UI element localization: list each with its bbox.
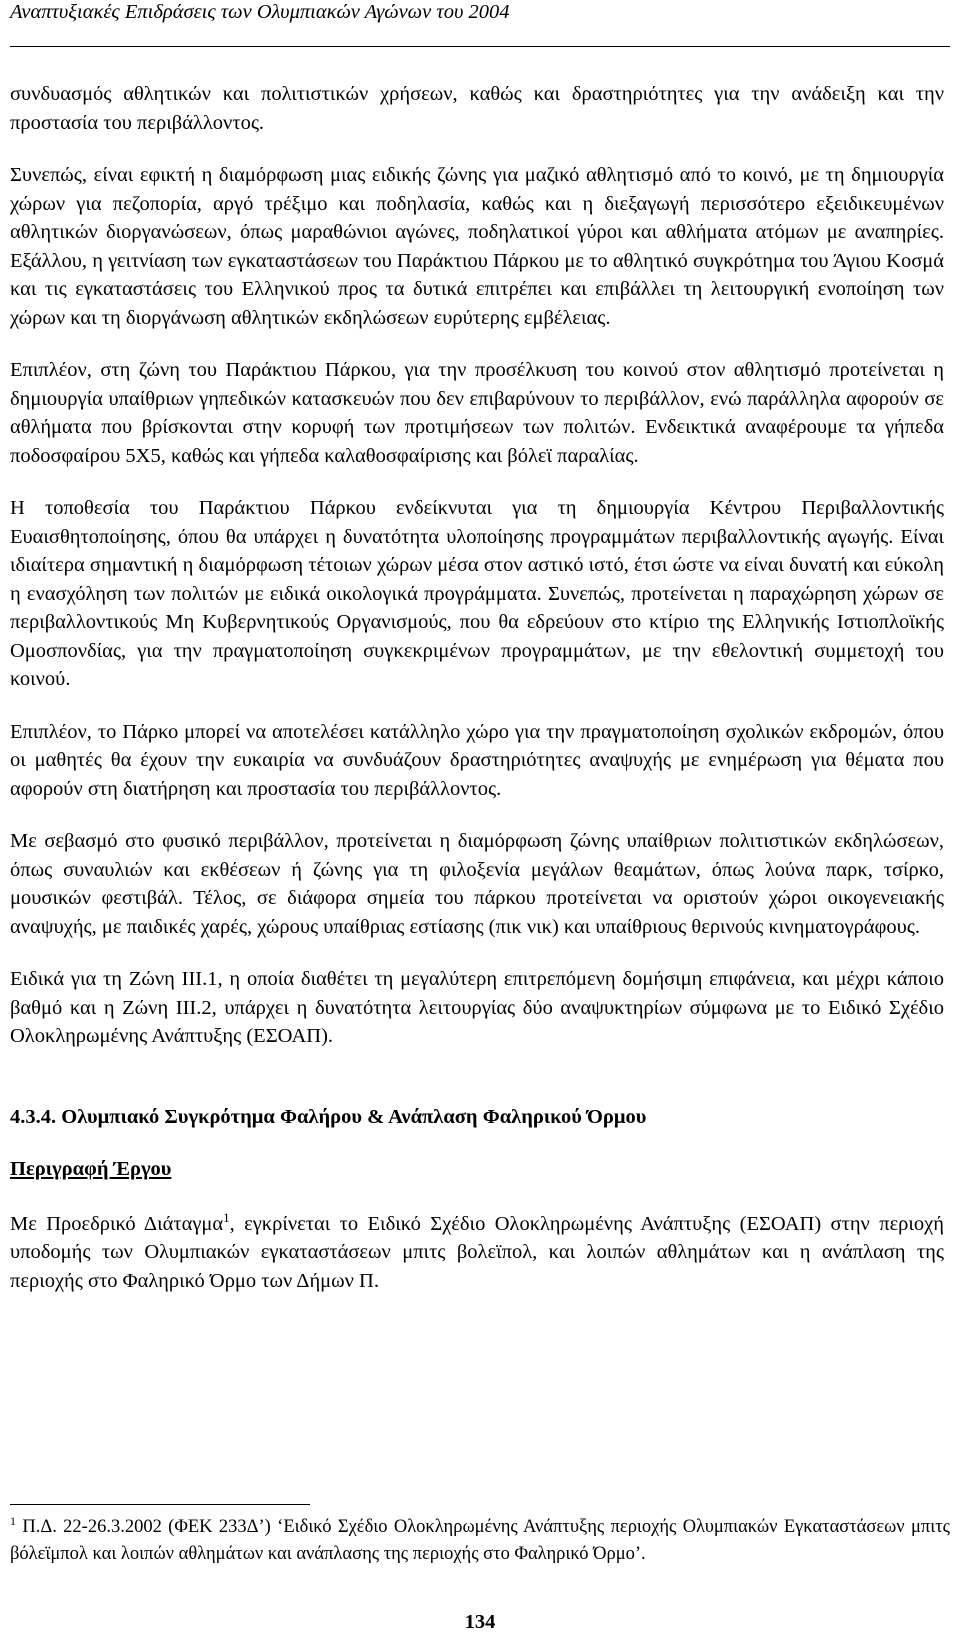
paragraph-cultural-events: Με σεβασμό στο φυσικό περιβάλλον, προτείνεται η διαμόρφωση ζώνης υπαίθριων πολιτιστικών εκδηλώσεων, όπως συναυλιών και εκθέσεων ή ζώνης για τη φιλοξενία μεγάλων θεαμάτων, όπως λούνα παρκ, τσίρκο, μουσικών φεστιβάλ. Τέλος, σε διάφορα σημεία του πάρκου προτείνεται να οριστούν χώροι οικογενειακής αναψυχής, με παιδικές χαρές, χώρους υπαίθριας εστίασης (πικ νικ) και υπαίθριους θερινούς κινηματογράφους. [10,830,944,938]
footnote-text: Π.Δ. 22-26.3.2002 (ΦΕΚ 233Δ’) ‘Ειδικό Σχέδιο Ολοκληρωμένης Ανάπτυξης περιοχής Ολυμπιακών Εγκαταστάσεων μπιτς βόλεϊμπολ και λοιπών αθλημάτων και ανάπλασης της περιοχής στο Φαληρικό Όρμο’. [10,1517,950,1564]
paragraph-continuation: συνδυασμός αθλητικών και πολιτιστικών χρήσεων, καθώς και δραστηριότητες για την ανάδειξη και την προστασία του περιβάλλοντος. [10,83,944,134]
footnote-reference[interactable]: 1 [223,1209,230,1225]
section-subheading: Περιγραφή Έργου [10,1158,172,1180]
footnote-separator [10,1504,310,1505]
paragraph-mass-sports-zone: Συνεπώς, είναι εφικτή η διαμόρφωση μιας ειδικής ζώνης για μαζικό αθλητισμό από το κοινό, με τη δημιουργία χώρων για πεζοπορία, αργό τρέξιμο και ποδηλασία, καθώς και η διεξαγωγή περισσότερο εξειδικευμένων αθλητικών διοργανώσεων, όπως μαραθώνιοι αγώνες, ποδηλατικοί γύροι και αθλήματα ατόμων με αναπηρίες. Εξάλλου, η γειτνίαση των εγκαταστάσεων του Παράκτιου Πάρκου με το αθλητικό συγκρότημα του Άγιου Κοσμά και τις εγκαταστάσεις του Ελληνικού προς τα δυτικά επιτρέπει και επιβάλλει τη λειτουργική ενοποίηση των χώρων και τη διοργάνωση αθλητικών εκδηλώσεων ευρύτερης εμβέλειας. [10,164,944,329]
page-number: 134 [464,1611,496,1633]
section-heading: 4.3.4. Ολυμπιακό Συγκρότημα Φαλήρου & Ανάπλαση Φαληρικού Όρμου [10,1105,647,1128]
footnote [10,1514,950,1568]
page-body [10,80,944,1295]
paragraph-zone-iii: Ειδικά για τη Ζώνη ΙΙΙ.1, η οποία διαθέτει τη μεγαλύτερη επιτρεπόμενη δομήσιμη επιφάνεια, και μέχρι κάποιο βαθμό και η Ζώνη ΙΙΙ.2, υπάρχει η δυνατότητα λειτουργίας δύο αναψυκτηρίων σύμφωνα με το Ειδικό Σχέδιο Ολοκληρωμένης Ανάπτυξης (ΕΣΟΑΠ). [10,968,944,1047]
paragraph-environmental-center: Η τοποθεσία του Παράκτιου Πάρκου ενδείκνυται για τη δημιουργία Κέντρου Περιβαλλοντικής Ευαισθητοποίησης, όπου θα υπάρχει η δυνατότητα υλοποίησης προγραμμάτων περιβαλλοντικής αγωγής. Είναι ιδιαίτερα σημαντική η διαμόρφωση τέτοιων χώρων μέσα στον αστικό ιστό, έτσι ώστε να είναι δυνατή και εύκολη η ενασχόληση των πολιτών με ειδικά οικολογικά προγράμματα. Συνεπώς, προτείνεται η παραχώρηση χώρων σε περιβαλλοντικούς Μη Κυβερνητικούς Οργανισμούς, που θα εδρεύουν στο κτίριο της Ελληνικής Ιστιοπλοϊκής Ομοσπονδίας, για την πραγματοποίηση συγκεκριμένων προγραμμάτων, με την εθελοντική συμμετοχή του κοινού. [10,497,944,690]
decree-text-start: Με Προεδρικό Διάταγμα [10,1212,224,1235]
footnote-marker: 1 [10,1513,16,1528]
paragraph-outdoor-courts: Επιπλέον, στη ζώνη του Παράκτιου Πάρκου, για την προσέλκυση του κοινού στον αθλητισμό προτείνεται η δημιουργία υπαίθριων γηπεδικών κατασκευών που δεν επιβαρύνουν το περιβάλλον, ενώ παράλληλα αφορούν σε αθλήματα που βρίσκονται στην κορυφή των προτιμήσεων των πολιτών. Ενδεικτικά αναφέρουμε τα γήπεδα ποδοσφαίρου 5Χ5, καθώς και γήπεδα καλαθοσφαίρισης και βόλεϊ παραλίας. [10,359,944,467]
page-header [10,0,950,47]
running-header-title: Αναπτυξιακές Επιδράσεις των Ολυμπιακών Αγώνων του 2004 [10,1,510,23]
paragraph-school-trips: Επιπλέον, το Πάρκο μπορεί να αποτελέσει κατάλληλο χώρο για την πραγματοποίηση σχολικών εκδρομών, όπου οι μαθητές θα έχουν την ευκαιρία να συνδυάζουν δραστηριότητες αναψυχής με ενημέρωση για θέματα που αφορούν στη διατήρηση και προστασία του περιβάλλοντος. [10,720,944,800]
paragraph-presidential-decree [10,1210,944,1296]
decree-text-end: , εγκρίνεται το Ειδικό Σχέδιο Ολοκληρωμένης Ανάπτυξης (ΕΣΟΑΠ) στην περιοχή υποδομής των Ολυμπιακών εγκαταστάσεων μπιτς βολεϊπολ, και λοιπών αθλημάτων και η ανάπλαση της περιοχής στο Φαληρικό Όρμο των Δήμων Π. [10,1212,944,1292]
